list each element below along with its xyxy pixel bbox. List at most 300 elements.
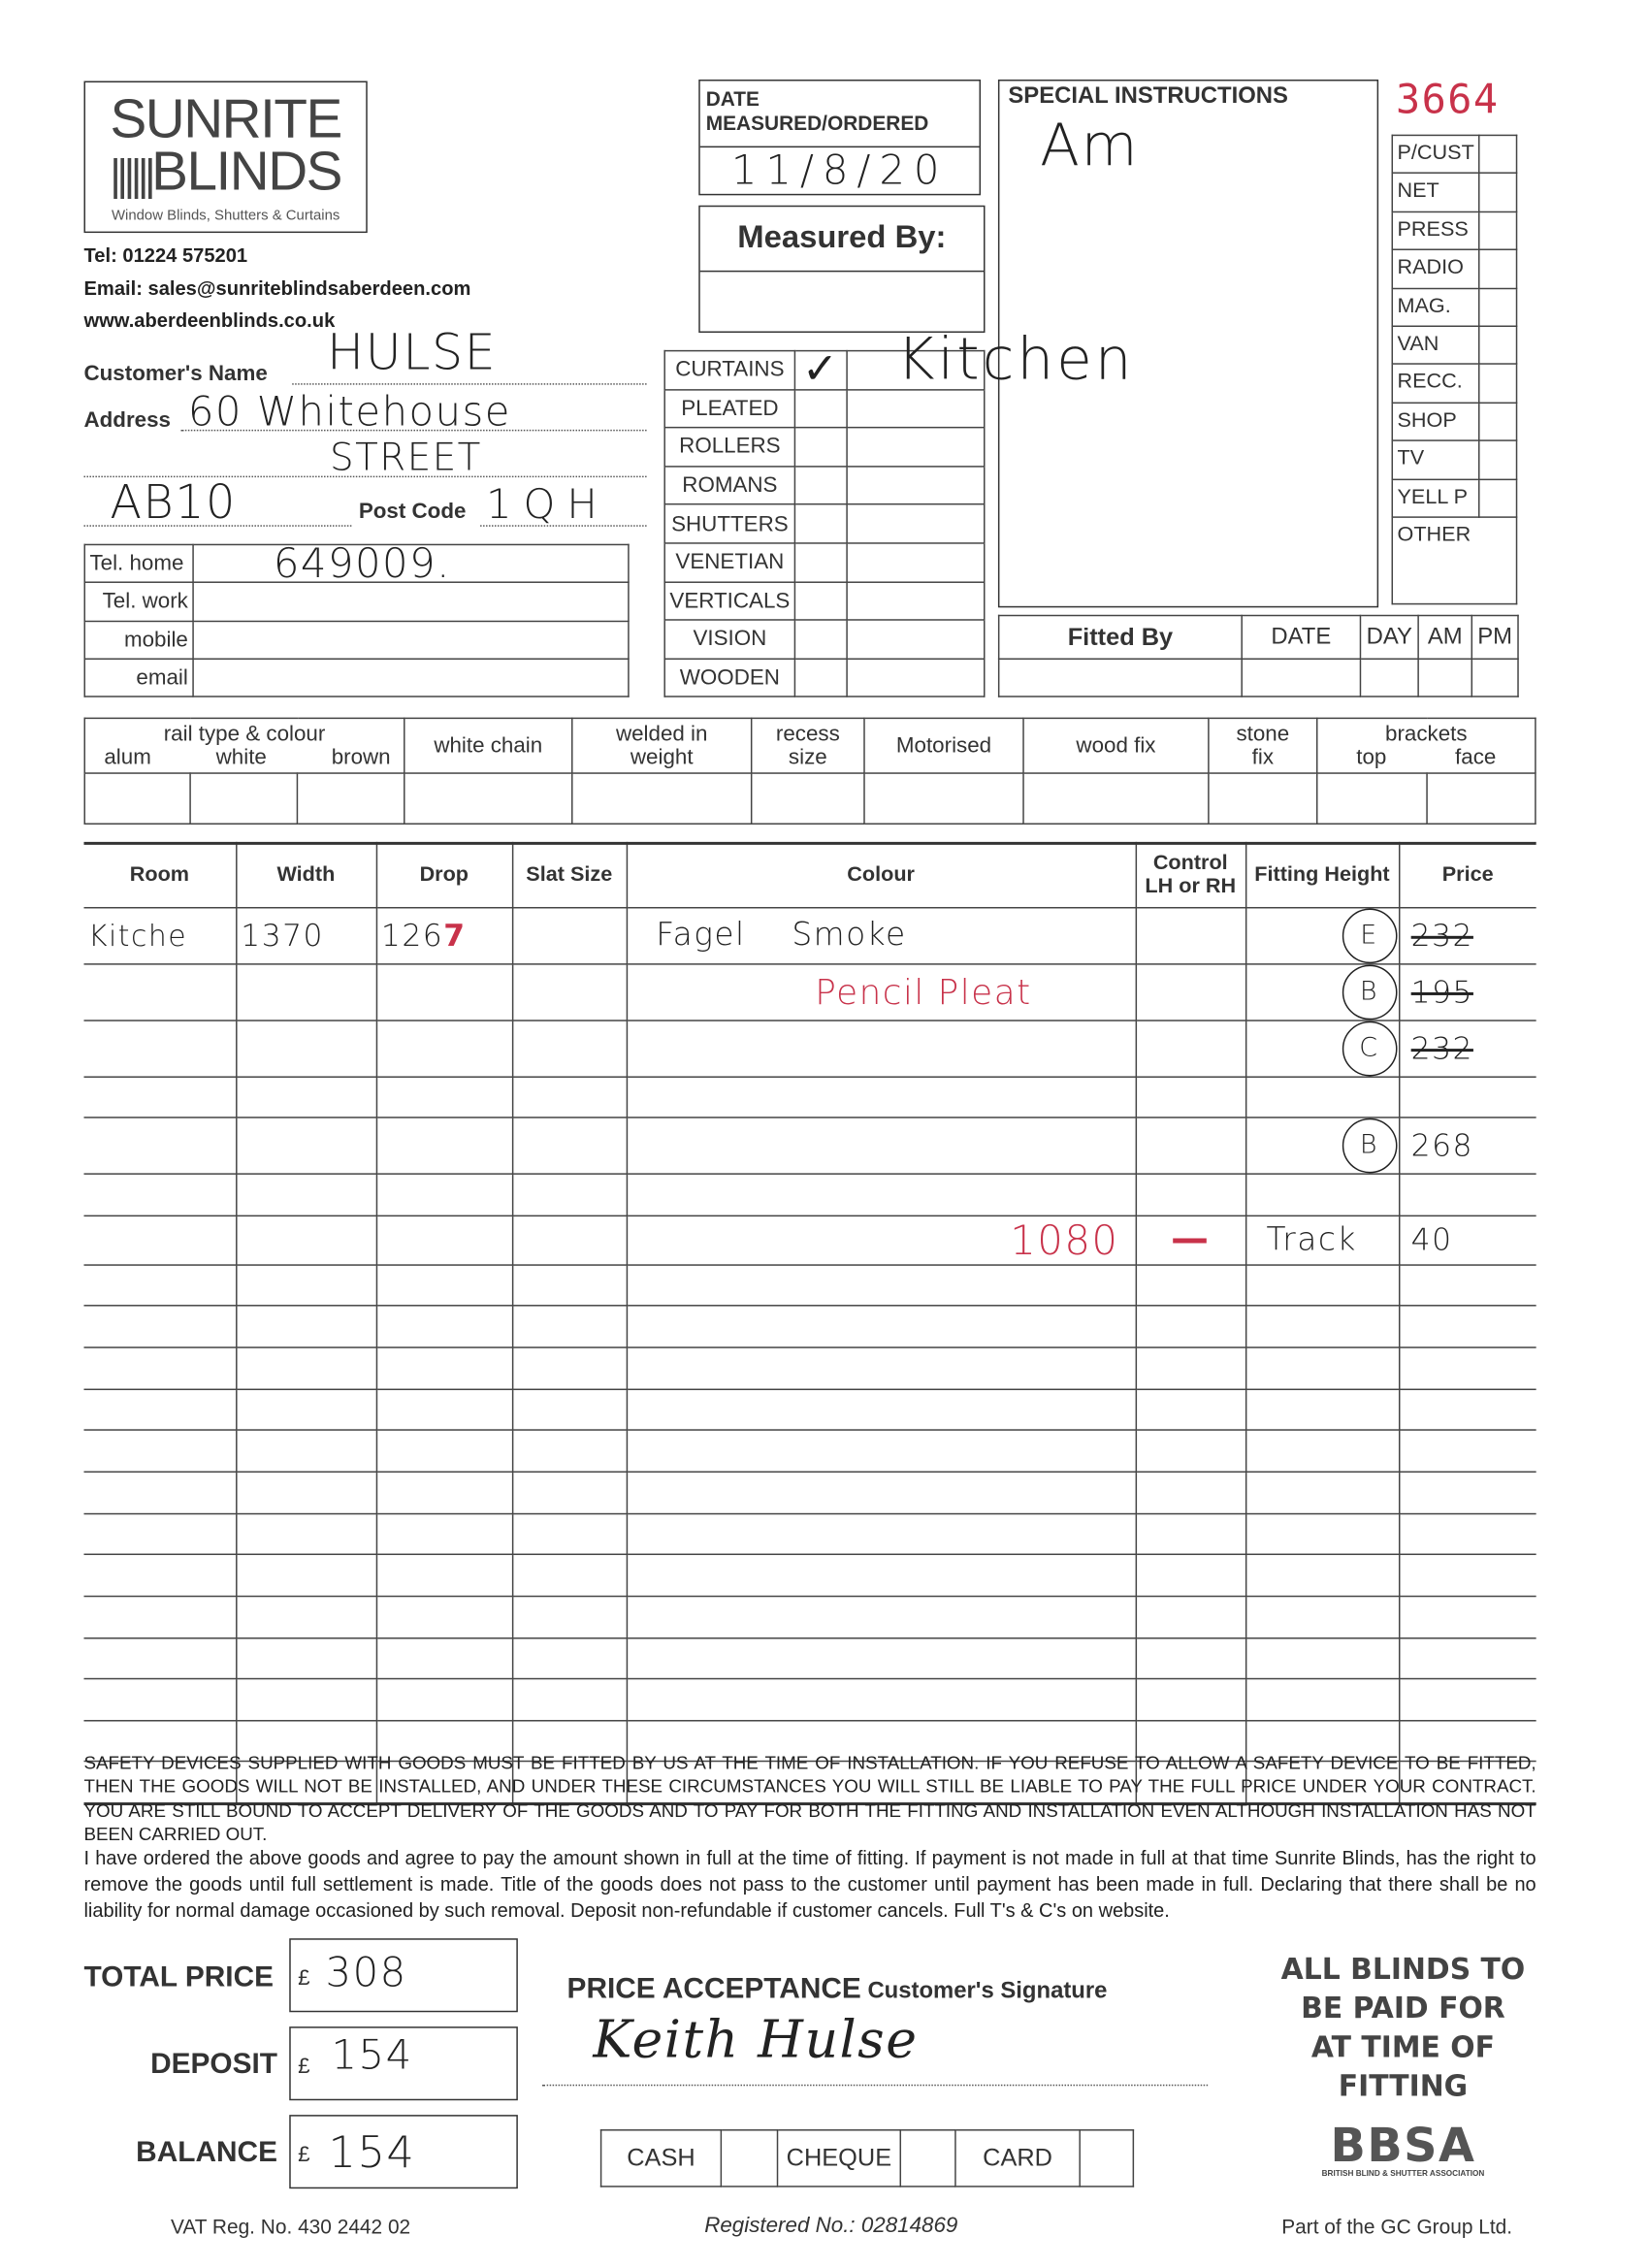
control-cell[interactable]	[1136, 1347, 1245, 1389]
balance-value: 154	[328, 2127, 416, 2179]
drop-cell[interactable]	[376, 1555, 512, 1597]
source-label: NET	[1392, 174, 1479, 211]
column-header: Control LH or RH	[1136, 843, 1245, 907]
fitted-am-cell[interactable]	[1418, 659, 1471, 697]
bbsa-logo: BBSA BRITISH BLIND & SHUTTER ASSOCIATION	[1321, 2118, 1485, 2179]
control-cell[interactable]	[1136, 963, 1245, 1020]
table-row	[83, 1076, 1536, 1118]
price-cell[interactable]: 232	[1399, 907, 1536, 963]
table-row	[83, 1118, 1536, 1174]
wood-fix-cell[interactable]	[1023, 773, 1209, 824]
date-value[interactable]: 11/8/20	[730, 146, 949, 194]
colour-cell[interactable]	[627, 1472, 1136, 1513]
table-row	[83, 1555, 1536, 1597]
drop-cell[interactable]	[376, 1389, 512, 1431]
customer-signature[interactable]: Keith Hulse	[593, 2010, 919, 2070]
column-header: Room	[83, 843, 236, 907]
slat-size-cell[interactable]	[512, 1215, 627, 1265]
width-cell[interactable]	[236, 1347, 376, 1389]
room-cell[interactable]: Kitche	[83, 907, 236, 963]
width-cell[interactable]	[236, 1306, 376, 1347]
total-price-value: 308	[325, 1948, 407, 1996]
control-cell[interactable]	[1136, 1472, 1245, 1513]
slat-size-cell[interactable]	[512, 1076, 627, 1118]
welded-cell[interactable]	[572, 773, 752, 824]
product-label: SHUTTERS	[664, 504, 794, 543]
product-checkbox[interactable]	[795, 467, 848, 505]
control-cell[interactable]	[1136, 1679, 1245, 1721]
slat-size-cell[interactable]	[512, 1431, 627, 1473]
fitted-by-label: Fitted By	[999, 616, 1243, 660]
deposit-label: DEPOSIT	[150, 2048, 278, 2081]
fitting-height-cell[interactable]: Track	[1245, 1215, 1399, 1265]
fitting-height-cell[interactable]	[1245, 1637, 1399, 1679]
recess-cell[interactable]	[752, 773, 864, 824]
width-cell[interactable]	[236, 1215, 376, 1265]
balance-box[interactable]: £ 154	[289, 2115, 518, 2188]
fitting-height-cell[interactable]	[1245, 907, 1399, 963]
control-cell[interactable]	[1136, 1555, 1245, 1597]
drop-cell[interactable]	[376, 1306, 512, 1347]
table-row	[83, 1637, 1536, 1679]
product-note[interactable]	[847, 428, 985, 467]
table-row	[83, 1215, 1536, 1265]
contact-label: email	[84, 659, 193, 697]
white-chain-header: white chain	[404, 718, 572, 773]
colour-cell[interactable]	[627, 1431, 1136, 1473]
terms-notice: I have ordered the above goods and agree to pay the amount shown in full at the time of fitting. If payment is not made in full at that time Sunrite Blinds, has the right to remove the goods until full settlement is made. Title of the goods does not pass to the customer until payment has been made in full. Declaring that there shall be no liability for normal damage occasioned by such removal. Deposit non-refundable if customer cancels. Full T's & C's on website.	[83, 1847, 1536, 1922]
source-checkbox[interactable]	[1479, 135, 1517, 173]
drop-cell[interactable]	[376, 1513, 512, 1555]
white-cell[interactable]	[190, 773, 297, 824]
bracket-top-cell[interactable]	[1317, 773, 1427, 824]
drop-cell[interactable]	[376, 1679, 512, 1721]
source-checkbox[interactable]	[1479, 440, 1517, 478]
table-row	[83, 1679, 1536, 1721]
source-table	[1392, 135, 1518, 605]
room-cell[interactable]	[83, 1389, 236, 1431]
colour-cell[interactable]	[627, 1555, 1136, 1597]
control-cell[interactable]	[1136, 1174, 1245, 1215]
bracket-face-cell[interactable]	[1427, 773, 1536, 824]
source-checkbox[interactable]	[1479, 403, 1517, 440]
fitting-code-circle: B	[1342, 1118, 1397, 1174]
contact-value[interactable]	[193, 583, 629, 621]
stone-fix-cell[interactable]	[1209, 773, 1317, 824]
product-note[interactable]	[847, 504, 985, 543]
slat-size-cell[interactable]	[512, 1020, 627, 1076]
welded-header: welded in weight	[572, 718, 752, 773]
slat-size-cell[interactable]	[512, 1472, 627, 1513]
colour-cell[interactable]	[627, 1118, 1136, 1174]
source-label: PRESS	[1392, 211, 1479, 249]
fitting-height-cell[interactable]	[1245, 1389, 1399, 1431]
width-cell[interactable]	[236, 1555, 376, 1597]
cash-label: CASH	[601, 2130, 722, 2187]
postcode-label: Post Code	[358, 499, 467, 524]
colour-cell[interactable]: Pencil Pleat	[627, 963, 1136, 1020]
price-cell[interactable]	[1399, 1679, 1536, 1721]
card-label: CARD	[955, 2130, 1080, 2187]
width-cell[interactable]	[236, 1679, 376, 1721]
control-cell[interactable]	[1136, 907, 1245, 963]
fitting-height-cell[interactable]	[1245, 1596, 1399, 1637]
width-cell[interactable]	[236, 1637, 376, 1679]
room-cell[interactable]	[83, 1118, 236, 1174]
rail-table	[83, 718, 1536, 825]
fitted-pm-label: PM	[1471, 616, 1518, 660]
contact-value[interactable]	[193, 621, 629, 659]
source-checkbox[interactable]	[1479, 249, 1517, 287]
room-cell[interactable]	[83, 1472, 236, 1513]
fitting-height-cell[interactable]	[1245, 1472, 1399, 1513]
source-label: VAN	[1392, 326, 1479, 364]
control-cell[interactable]	[1136, 1118, 1245, 1174]
drop-cell[interactable]	[376, 1472, 512, 1513]
fitting-height-cell[interactable]	[1245, 1306, 1399, 1347]
contact-table	[83, 538, 629, 697]
source-label: MAG.	[1392, 288, 1479, 326]
cheque-checkbox[interactable]	[900, 2130, 955, 2187]
special-instructions-label: SPECIAL INSTRUCTIONS	[1008, 83, 1288, 109]
source-checkbox[interactable]	[1479, 288, 1517, 326]
slat-size-cell[interactable]	[512, 1306, 627, 1347]
column-header: Fitting Height	[1245, 843, 1399, 907]
fitting-height-cell[interactable]	[1245, 1076, 1399, 1118]
source-checkbox[interactable]	[1479, 211, 1517, 249]
fitting-height-cell[interactable]	[1245, 1174, 1399, 1215]
postcode-value[interactable]: 1QH	[486, 480, 609, 529]
alum-cell[interactable]	[84, 773, 190, 824]
contact-value[interactable]: 649009.	[193, 544, 629, 582]
width-cell[interactable]	[236, 1118, 376, 1174]
product-checkbox[interactable]	[795, 659, 848, 697]
control-cell[interactable]	[1136, 1513, 1245, 1555]
slat-size-cell[interactable]	[512, 1265, 627, 1307]
room-cell[interactable]	[83, 1431, 236, 1473]
fitting-height-cell[interactable]	[1245, 1118, 1399, 1174]
product-note[interactable]	[847, 389, 985, 428]
price-acceptance: PRICE ACCEPTANCE Customer's Signature	[566, 1972, 1108, 2005]
price-cell[interactable]	[1399, 1306, 1536, 1347]
source-label: OTHER	[1392, 517, 1479, 603]
company-web: www.aberdeenblinds.co.uk	[83, 309, 336, 332]
registered-number: Registered No.: 02814869	[704, 2213, 958, 2238]
brackets-header: brackets top face	[1317, 718, 1536, 773]
total-price-label: TOTAL PRICE	[83, 1961, 275, 1993]
deposit-value: 154	[331, 2030, 413, 2079]
fitted-pm-cell[interactable]	[1471, 659, 1518, 697]
fitting-height-cell[interactable]	[1245, 1555, 1399, 1597]
product-checkbox[interactable]	[795, 543, 848, 582]
payment-method-table	[600, 2129, 1134, 2187]
fitting-height-cell[interactable]	[1245, 1513, 1399, 1555]
room-cell[interactable]	[83, 1265, 236, 1307]
special-instructions-note[interactable]: Am	[1040, 113, 1140, 179]
slat-size-cell[interactable]	[512, 1637, 627, 1679]
fitting-code-circle: B	[1342, 964, 1397, 1020]
product-note[interactable]	[847, 620, 985, 659]
colour-cell[interactable]	[627, 1513, 1136, 1555]
white-chain-cell[interactable]	[404, 773, 572, 824]
room-cell[interactable]	[83, 1347, 236, 1389]
address-value-2[interactable]: STREET	[329, 437, 482, 481]
colour-cell[interactable]	[627, 1076, 1136, 1118]
fitting-height-cell[interactable]	[1245, 1265, 1399, 1307]
address-label: Address	[83, 407, 172, 433]
source-label: TV	[1392, 440, 1479, 478]
table-row	[83, 1431, 1536, 1473]
cash-checkbox[interactable]	[721, 2130, 777, 2187]
table-row	[83, 963, 1536, 1020]
price-cell[interactable]	[1399, 1076, 1536, 1118]
column-header: Price	[1399, 843, 1536, 907]
price-cell[interactable]	[1399, 1265, 1536, 1307]
colour-cell[interactable]	[627, 1347, 1136, 1389]
control-cell[interactable]	[1136, 1389, 1245, 1431]
colour-cell[interactable]	[627, 1637, 1136, 1679]
room-cell[interactable]	[83, 963, 236, 1020]
source-label: RADIO	[1392, 249, 1479, 287]
source-checkbox[interactable]	[1479, 326, 1517, 364]
recess-header: recess size	[752, 718, 864, 773]
fitted-by-cell[interactable]	[999, 659, 1243, 697]
slat-size-cell[interactable]	[512, 963, 627, 1020]
control-cell[interactable]: —	[1136, 1215, 1245, 1265]
price-cell[interactable]	[1399, 1637, 1536, 1679]
table-row	[83, 1020, 1536, 1076]
control-cell[interactable]	[1136, 1637, 1245, 1679]
fitting-height-cell[interactable]	[1245, 1431, 1399, 1473]
source-label: RECC.	[1392, 365, 1479, 403]
fitted-date-cell[interactable]	[1242, 659, 1360, 697]
control-cell[interactable]	[1136, 1596, 1245, 1637]
control-cell[interactable]	[1136, 1076, 1245, 1118]
product-checkbox[interactable]	[795, 428, 848, 467]
slat-size-cell[interactable]	[512, 1389, 627, 1431]
source-label: P/CUST	[1392, 135, 1479, 173]
column-header: Drop	[376, 843, 512, 907]
table-row	[83, 1389, 1536, 1431]
fitted-day-cell[interactable]	[1360, 659, 1418, 697]
table-row	[83, 1174, 1536, 1215]
slat-size-cell[interactable]	[512, 1118, 627, 1174]
width-cell[interactable]	[236, 1431, 376, 1473]
room-cell[interactable]	[83, 1174, 236, 1215]
width-cell[interactable]	[236, 1020, 376, 1076]
room-cell[interactable]	[83, 1306, 236, 1347]
colour-cell[interactable]	[627, 1174, 1136, 1215]
source-label: YELL P	[1392, 479, 1479, 517]
table-row	[83, 1306, 1536, 1347]
control-cell[interactable]	[1136, 1431, 1245, 1473]
product-label: ROMANS	[664, 467, 794, 505]
colour-cell[interactable]	[627, 1020, 1136, 1076]
price-cell[interactable]: 268	[1399, 1118, 1536, 1174]
product-note[interactable]	[847, 467, 985, 505]
table-row	[83, 1347, 1536, 1389]
product-note[interactable]	[847, 659, 985, 697]
vat-number: VAT Reg. No. 430 2442 02	[170, 2215, 411, 2238]
price-cell[interactable]	[1399, 1472, 1536, 1513]
width-cell[interactable]	[236, 1596, 376, 1637]
colour-cell[interactable]	[627, 1596, 1136, 1637]
room-cell[interactable]	[83, 1513, 236, 1555]
price-cell[interactable]: 232	[1399, 1020, 1536, 1076]
table-row	[83, 1513, 1536, 1555]
price-cell[interactable]	[1399, 1174, 1536, 1215]
colour-cell[interactable]	[627, 1679, 1136, 1721]
source-checkbox[interactable]	[1479, 517, 1517, 603]
price-cell[interactable]	[1399, 1389, 1536, 1431]
slat-size-cell[interactable]	[512, 1174, 627, 1215]
colour-cell[interactable]	[627, 1265, 1136, 1307]
price-cell[interactable]	[1399, 1596, 1536, 1637]
price-cell[interactable]: 40	[1399, 1215, 1536, 1265]
table-row	[83, 907, 1536, 963]
column-header: Colour	[627, 843, 1136, 907]
fitting-height-cell[interactable]	[1245, 1679, 1399, 1721]
total-price-box[interactable]: £ 308	[289, 1938, 518, 2012]
product-label: VISION	[664, 620, 794, 659]
width-cell[interactable]	[236, 1513, 376, 1555]
price-cell[interactable]	[1399, 1347, 1536, 1389]
product-checkbox[interactable]	[795, 389, 848, 428]
date-box	[698, 80, 981, 195]
card-checkbox[interactable]	[1080, 2130, 1133, 2187]
product-checkbox[interactable]	[795, 620, 848, 659]
slat-size-cell[interactable]	[512, 1596, 627, 1637]
price-cell[interactable]: 195	[1399, 963, 1536, 1020]
motorised-header: Motorised	[864, 718, 1023, 773]
customer-name-label: Customer's Name	[83, 361, 268, 387]
room-cell[interactable]	[83, 1596, 236, 1637]
wood-fix-header: wood fix	[1023, 718, 1209, 773]
kitchen-note[interactable]: Kitchen	[896, 327, 1135, 394]
slat-size-cell[interactable]	[512, 1347, 627, 1389]
price-cell[interactable]	[1399, 1555, 1536, 1597]
room-cell[interactable]	[83, 1020, 236, 1076]
rail-type-header: rail type & colour alum white brown	[84, 718, 404, 773]
drop-cell[interactable]	[376, 1174, 512, 1215]
fitting-code-circle: C	[1342, 1021, 1397, 1076]
room-cell[interactable]	[83, 1076, 236, 1118]
table-row	[83, 1596, 1536, 1637]
safety-notice: SAFETY DEVICES SUPPLIED WITH GOODS MUST BE FITTED BY US AT THE TIME OF INSTALLATION. IF YOU REFUSE TO ALLOW A SAFETY DEVICE TO BE FITTED, THEN THE GOODS WILL NOT BE INSTALLED, AND UNDER THESE CIRCUMSTANCES YOU WILL STILL BE LIABLE TO PAY THE FULL PRICE UNDER YOUR CONTRACT. YOU ARE STILL BOUND TO ACCEPT DELIVERY OF THE GOODS AND TO PAY FOR BOTH THE FITTING AND INSTALLATION EVEN ALTHOUGH INSTALLATION HAS NOT BEEN CARRIED OUT.	[83, 1753, 1536, 1845]
fitted-date-label: DATE	[1242, 616, 1360, 660]
drop-cell[interactable]	[376, 1076, 512, 1118]
room-cell[interactable]	[83, 1555, 236, 1597]
colour-cell[interactable]	[627, 1306, 1136, 1347]
product-label: PLEATED	[664, 389, 794, 428]
width-cell[interactable]	[236, 1265, 376, 1307]
balance-label: BALANCE	[136, 2136, 277, 2169]
drop-cell[interactable]	[376, 1637, 512, 1679]
product-table	[663, 343, 985, 697]
drop-cell[interactable]	[376, 1215, 512, 1265]
customer-name-value[interactable]: HULSE	[327, 324, 498, 382]
contact-label: Tel. work	[84, 583, 193, 621]
width-cell[interactable]	[236, 1174, 376, 1215]
colour-cell[interactable]: Fagel Smoke	[627, 907, 1136, 963]
fitting-height-cell[interactable]	[1245, 963, 1399, 1020]
contact-value[interactable]	[193, 659, 629, 697]
blinds-icon: ||||||	[110, 151, 152, 200]
table-row	[83, 1265, 1536, 1307]
slat-size-cell[interactable]	[512, 907, 627, 963]
motorised-cell[interactable]	[864, 773, 1023, 824]
price-cell[interactable]	[1399, 1431, 1536, 1473]
source-checkbox[interactable]	[1479, 174, 1517, 211]
width-cell[interactable]	[236, 1076, 376, 1118]
address-value-1[interactable]: 60 Whitehouse	[187, 387, 511, 436]
control-cell[interactable]	[1136, 1265, 1245, 1307]
logo-tagline: Window Blinds, Shutters & Curtains	[111, 208, 340, 225]
width-cell[interactable]: 1370	[236, 907, 376, 963]
drop-cell[interactable]	[376, 1020, 512, 1076]
slat-size-cell[interactable]	[512, 1555, 627, 1597]
fitting-height-cell[interactable]	[1245, 1020, 1399, 1076]
room-cell[interactable]	[83, 1679, 236, 1721]
brown-cell[interactable]	[297, 773, 404, 824]
width-cell[interactable]	[236, 963, 376, 1020]
source-checkbox[interactable]	[1479, 479, 1517, 517]
deposit-box[interactable]: £ 154	[289, 2026, 518, 2100]
signature-line	[542, 2083, 1208, 2086]
fitted-am-label: AM	[1418, 616, 1471, 660]
product-note[interactable]	[847, 543, 985, 582]
width-cell[interactable]	[236, 1472, 376, 1513]
column-header: Slat Size	[512, 843, 627, 907]
room-cell[interactable]	[83, 1637, 236, 1679]
product-checkbox[interactable]	[795, 504, 848, 543]
address-value-3[interactable]: AB10	[110, 474, 237, 530]
drop-cell[interactable]	[376, 1118, 512, 1174]
room-cell[interactable]	[83, 1215, 236, 1265]
order-items-table	[83, 842, 1536, 1805]
fitting-height-cell[interactable]	[1245, 1347, 1399, 1389]
product-note[interactable]	[847, 582, 985, 621]
drop-cell[interactable]: 1267	[376, 907, 512, 963]
colour-cell[interactable]: 1080	[627, 1215, 1136, 1265]
drop-cell[interactable]	[376, 1347, 512, 1389]
stone-fix-header: stone fix	[1209, 718, 1317, 773]
product-checkbox[interactable]: ✓	[795, 351, 848, 390]
product-checkbox[interactable]	[795, 582, 848, 621]
date-label: DATE MEASURED/ORDERED	[700, 81, 980, 148]
payment-notice: ALL BLINDS TO BE PAID FOR AT TIME OF FITTING	[1280, 1951, 1526, 2104]
slat-size-cell[interactable]	[512, 1513, 627, 1555]
control-cell[interactable]	[1136, 1020, 1245, 1076]
drop-cell[interactable]	[376, 1596, 512, 1637]
control-cell[interactable]	[1136, 1306, 1245, 1347]
fitted-table	[998, 615, 1519, 697]
logo-line1: SUNRITE	[110, 89, 341, 151]
width-cell[interactable]	[236, 1389, 376, 1431]
slat-size-cell[interactable]	[512, 1679, 627, 1721]
drop-cell[interactable]	[376, 1265, 512, 1307]
fitting-code-circle: E	[1342, 908, 1397, 963]
source-checkbox[interactable]	[1479, 365, 1517, 403]
drop-cell[interactable]	[376, 1431, 512, 1473]
company-email: Email: sales@sunriteblindsaberdeen.com	[83, 276, 471, 299]
colour-cell[interactable]	[627, 1389, 1136, 1431]
customer-name-line	[292, 382, 646, 385]
drop-cell[interactable]	[376, 963, 512, 1020]
source-label: SHOP	[1392, 403, 1479, 440]
company-logo	[83, 81, 367, 234]
price-cell[interactable]	[1399, 1513, 1536, 1555]
